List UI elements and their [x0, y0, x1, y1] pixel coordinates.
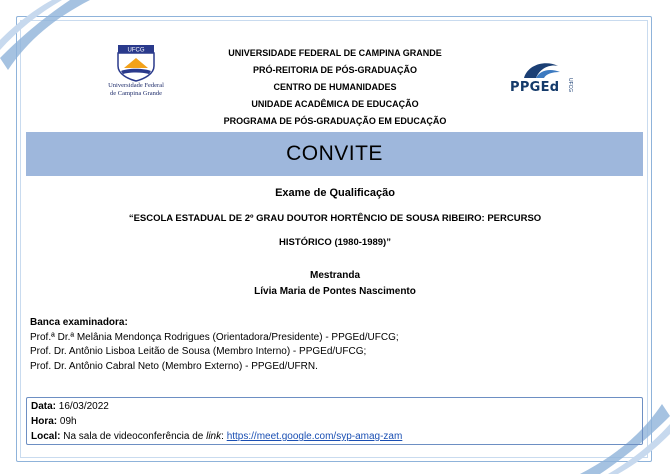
place-label: Local:	[31, 431, 61, 442]
date-label: Data:	[31, 401, 57, 412]
event-info-box	[26, 397, 643, 445]
ufcg-caption-line1: Universidade Federal	[108, 82, 164, 89]
time-value: 09h	[59, 416, 77, 427]
ufcg-logo	[100, 44, 172, 98]
place-colon: :	[221, 431, 224, 442]
place-link-word: link	[206, 431, 222, 442]
thesis-title-line-2: HISTÓRICO (1980-1989)”	[279, 237, 391, 248]
invite-banner	[26, 132, 643, 176]
header-line-1: UNIVERSIDADE FEDERAL DE CAMPINA GRANDE	[228, 48, 442, 58]
ppged-logo-text: PPGEd	[510, 80, 560, 95]
ppged-logo	[506, 58, 576, 102]
student-block	[0, 268, 670, 300]
corner-swoosh-top-left	[0, 0, 90, 90]
time-row	[31, 414, 638, 429]
invite-title: CONVITE	[286, 142, 383, 165]
header-line-2: PRÓ-REITORIA DE PÓS-GRADUAÇÃO	[252, 65, 417, 75]
ppged-side-text: UFCG	[567, 78, 573, 93]
header-line-3: CENTRO DE HUMANIDADES	[273, 82, 397, 92]
header-line-5: PROGRAMA DE PÓS-GRADUAÇÃO EM EDUCAÇÃO	[223, 116, 447, 126]
ufcg-badge-text: UFCG	[127, 47, 145, 54]
committee-block	[30, 316, 630, 374]
thesis-title	[60, 207, 610, 255]
place-row	[31, 429, 638, 444]
committee-member: Prof. Dr. Antônio Cabral Neto (Membro Externo) - PPGEd/UFRN.	[30, 360, 318, 372]
thesis-title-line-1: “ESCOLA ESTADUAL DE 2º GRAU DOUTOR HORTÊNCIO DE SOUSA RIBEIRO: PERCURSO	[128, 213, 542, 224]
place-text: Na sala de videoconferência de	[63, 431, 204, 442]
exam-title: Exame de Qualificação	[275, 187, 395, 199]
committee-title: Banca examinadora:	[30, 317, 128, 328]
header-line-4: UNIDADE ACADÊMICA DE EDUCAÇÃO	[251, 99, 419, 109]
institution-header	[190, 45, 480, 130]
date-row	[31, 399, 638, 414]
time-label: Hora:	[31, 416, 58, 427]
committee-member: Prof.ª Dr.ª Melânia Mendonça Rodrigues (Orientadora/Presidente) - PPGEd/UFCG;	[30, 331, 399, 343]
student-name: Lívia Maria de Pontes Nascimento	[254, 286, 416, 297]
student-role: Mestranda	[309, 270, 360, 281]
meeting-link[interactable]: https://meet.google.com/syp-amag-zam	[226, 431, 403, 442]
ufcg-crest-icon	[116, 44, 156, 82]
ufcg-caption-line2: de Campina Grande	[110, 90, 162, 97]
date-value: 16/03/2022	[58, 401, 109, 412]
committee-member: Prof. Dr. Antônio Lisboa Leitão de Sousa (Membro Interno) - PPGEd/UFCG;	[30, 346, 367, 357]
